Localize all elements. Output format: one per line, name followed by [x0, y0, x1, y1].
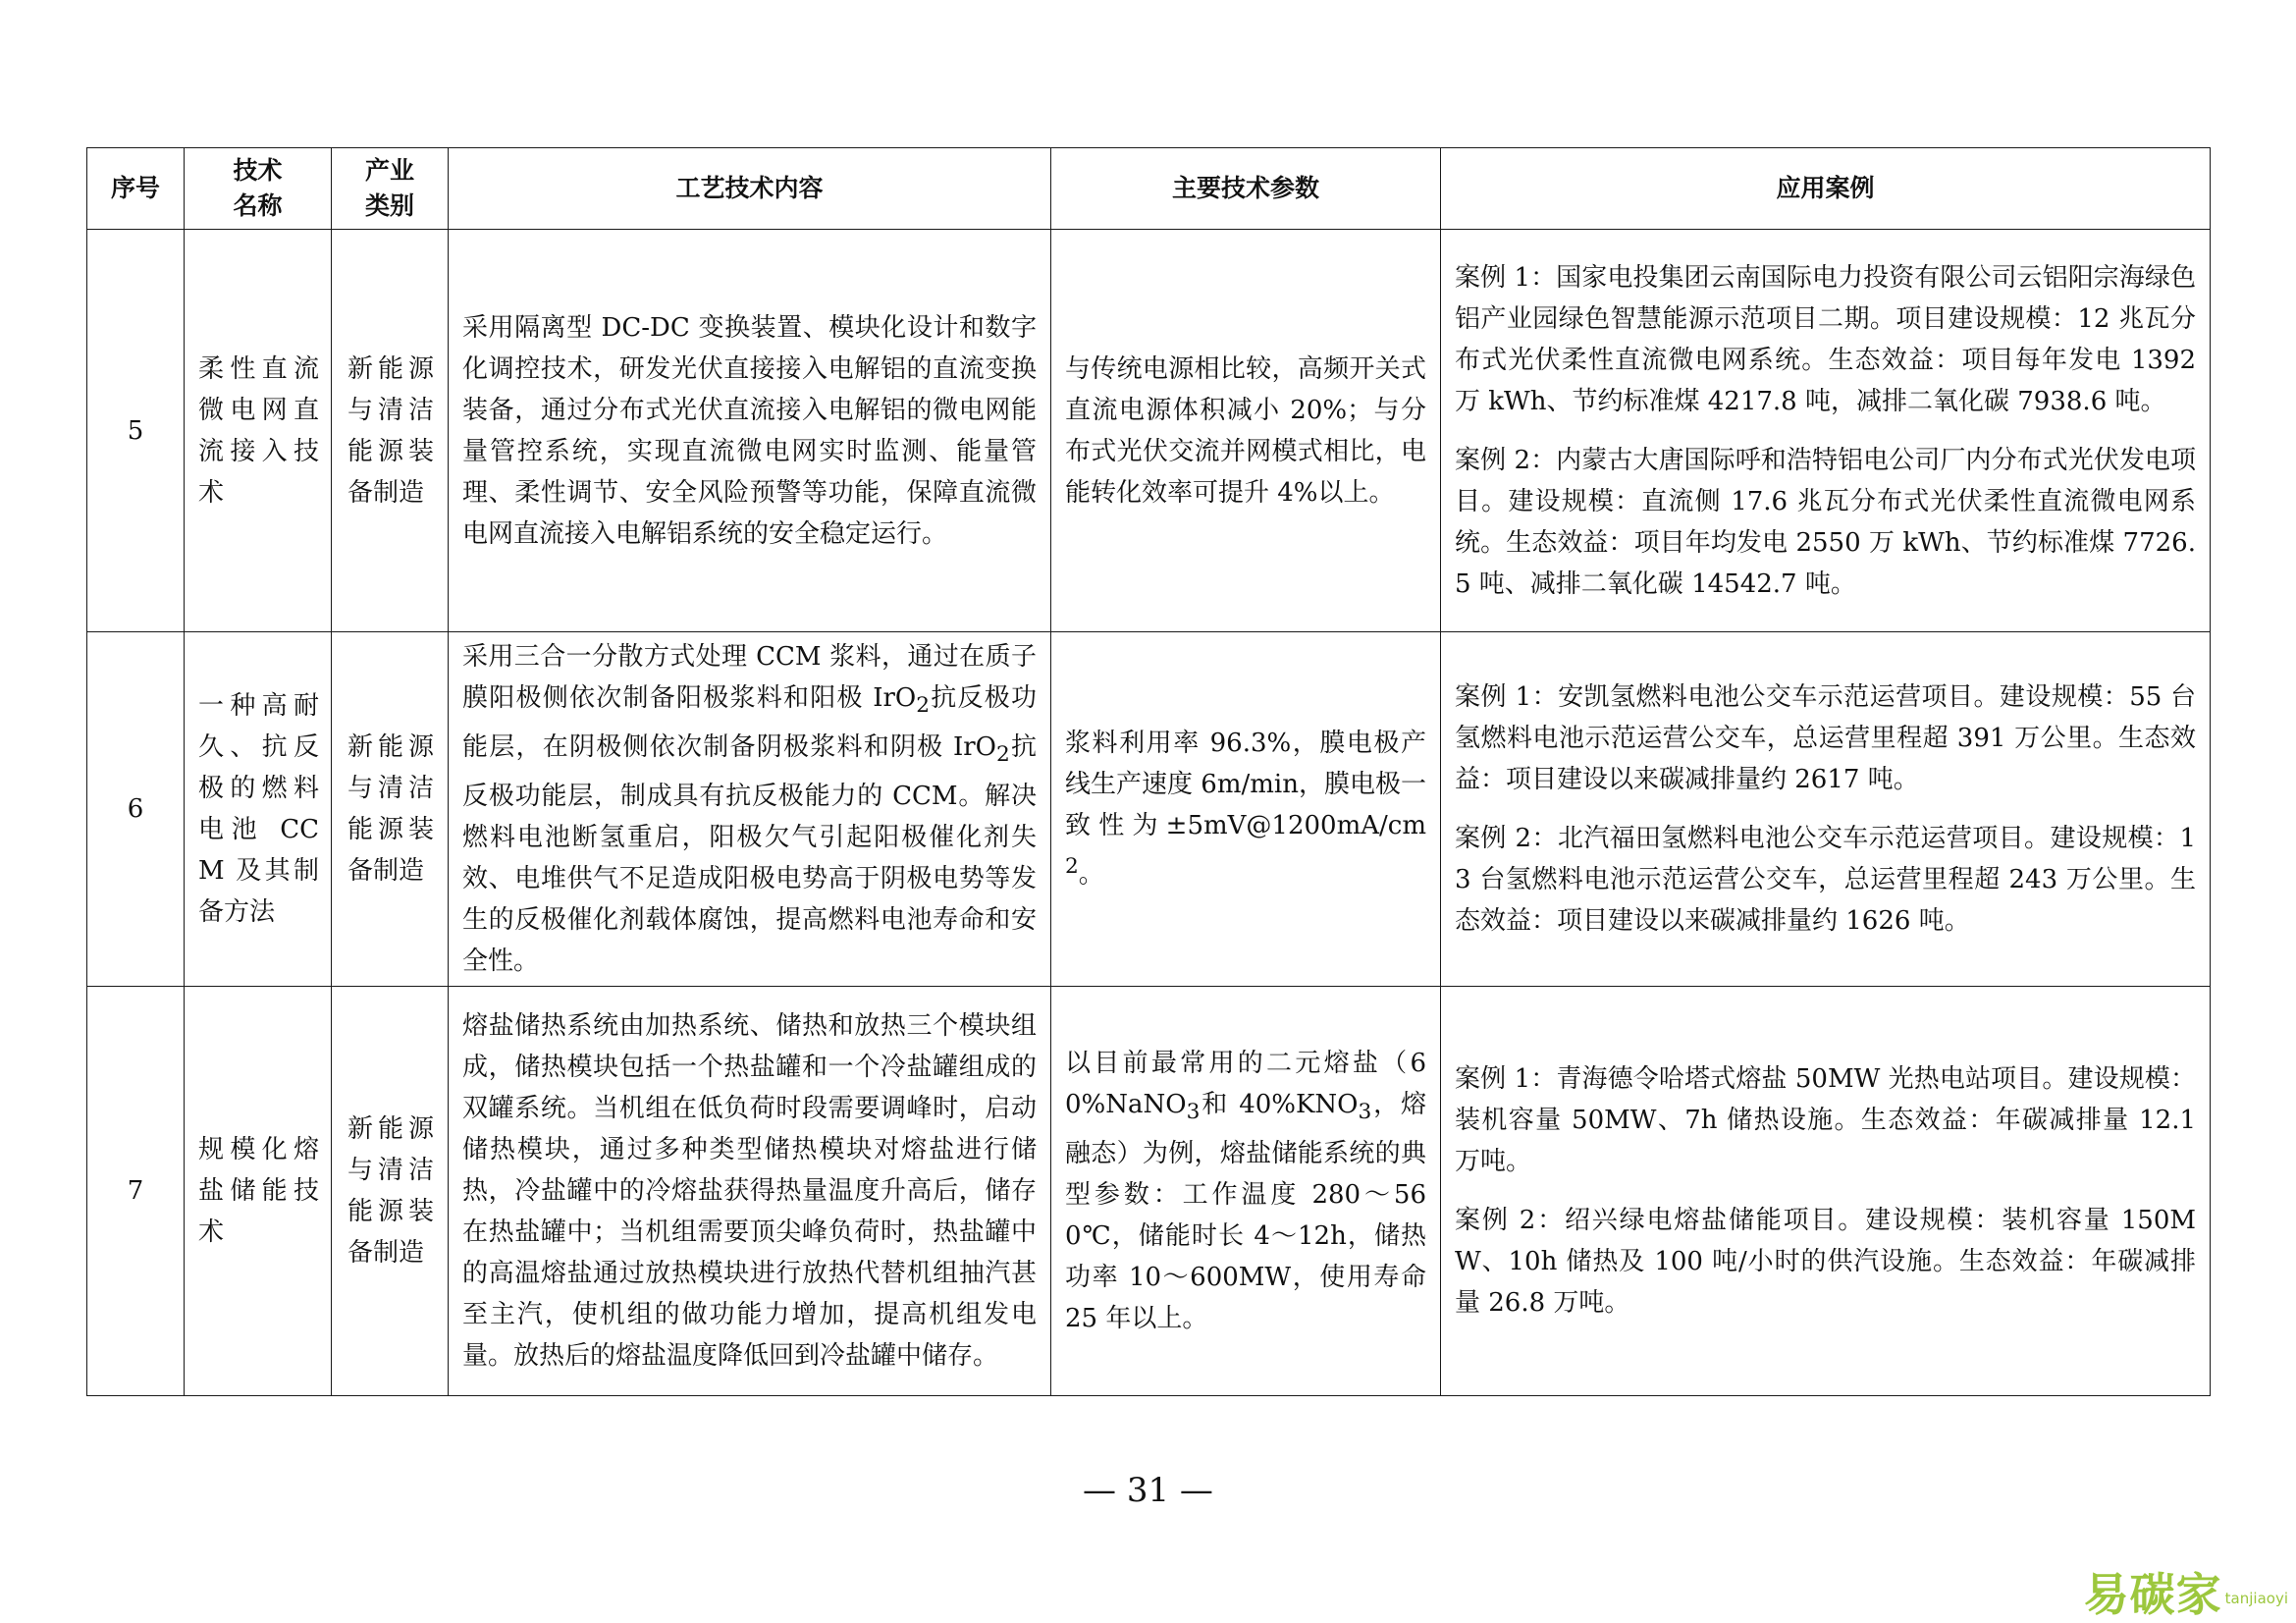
case-2: 案例 2：内蒙古大唐国际呼和浩特铝电公司厂内分布式光伏发电项目。建设规模：直流侧 17.6 兆瓦分布式光伏柔性直流微电网系统。生态效益：项目年均发电 2550 万 kWh、节约标准煤 7726.5 吨、减排二氧化碳 14542.7 吨。 — [1455, 445, 2196, 599]
case-2: 案例 2：绍兴绿电熔盐储能项目。建设规模：装机容量 150MW、10h 储热及 100 吨/小时的供汽设施。生态效益：年碳减排量 26.8 万吨。 — [1455, 1206, 2196, 1319]
content-text: 抗反极功能层，制成具有抗反极能力的 CCM。解决燃料电池断氢重启，阳极欠气引起阳极催化剂失效、电堆供气不足造成阳极电势高于阴极电势等发生的反极催化剂载体腐蚀，提高燃料电池寿命和安全性。 — [462, 732, 1037, 977]
header-num: 序号 — [87, 148, 185, 230]
watermark-subtext: tanjiaoyi — [2224, 1590, 2288, 1607]
header-category-line1: 产业 — [364, 156, 414, 185]
process-content: 熔盐储热系统由加热系统、储热和放热三个模块组成，储热模块包括一个热盐罐和一个冷盐罐组成的双罐系统。当机组在低负荷时段需要调峰时，启动储热模块，通过多种类型储热模块对熔盐进行储热，冷盐罐中的冷熔盐获得热量温度升高后，储存在热盐罐中；当机组需要顶尖峰负荷时，热盐罐中的高温熔盐通过放热模块进行放热代替机组抽汽甚至主汽，使机组的做功能力增加，提高机组发电量。放热后的熔盐温度降低回到冷盐罐中储存。 — [449, 987, 1051, 1396]
header-content: 工艺技术内容 — [449, 148, 1051, 230]
technical-params: 与传统电源相比较，高频开关式直流电源体积减小 20%；与分布式光伏交流并网模式相比，电能转化效率可提升 4%以上。 — [1051, 230, 1441, 632]
header-name-line2: 名称 — [233, 191, 283, 220]
watermark-text: 易碳家 — [2083, 1568, 2222, 1621]
params-text: ，熔融态）为例，熔盐储能系统的典型参数：工作温度 280～560℃，储能时长 4～12h，储热功率 10～600MW，使用寿命 25 年以上。 — [1065, 1090, 1426, 1334]
page-number: — 31 — — [1083, 1471, 1213, 1510]
subscript: 2 — [916, 693, 930, 719]
watermark-logo — [2084, 1568, 2288, 1619]
application-cases — [1441, 230, 2211, 632]
content-text: 抗反极功能层，在阴极侧依次制备阴极浆料和阴极 IrO — [462, 683, 1037, 763]
table-row — [87, 230, 2211, 632]
technology-name: 柔性直流微电网直流接入技术 — [185, 230, 332, 632]
table-row — [87, 632, 2211, 987]
process-content — [449, 632, 1051, 987]
application-cases — [1441, 632, 2211, 987]
header-category-line2: 类别 — [364, 191, 414, 220]
subscript: 2 — [995, 742, 1010, 768]
subscript: 3 — [1186, 1100, 1201, 1125]
technical-params — [1051, 987, 1441, 1396]
technology-name: 一种高耐久、抗反极的燃料电池 CCM 及其制备方法 — [185, 632, 332, 987]
technology-table — [86, 147, 2211, 1396]
params-text: 浆料利用率 96.3%，膜电极产线生产速度 6m/min，膜电极一致性为±5mV@1200mA/cm — [1065, 729, 1426, 841]
header-params: 主要技术参数 — [1051, 148, 1441, 230]
params-text: 。 — [1078, 860, 1104, 891]
header-cases: 应用案例 — [1441, 148, 2211, 230]
table-header-row — [87, 148, 2211, 230]
industry-category: 新能源与清洁能源装备制造 — [332, 230, 449, 632]
params-text: 和 40%KNO — [1200, 1090, 1359, 1120]
table-row — [87, 987, 2211, 1396]
content-text: 采用三合一分散方式处理 CCM 浆料，通过在质子膜阳极侧依次制备阳极浆料和阳极 IrO — [462, 642, 1037, 713]
header-category — [332, 148, 449, 230]
header-name-line1: 技术 — [233, 156, 283, 185]
subscript: 3 — [1358, 1100, 1372, 1125]
header-name — [185, 148, 332, 230]
superscript: 2 — [1065, 854, 1079, 880]
case-2: 案例 2：北汽福田氢燃料电池公交车示范运营项目。建设规模：13 台氢燃料电池示范运营公交车，总运营里程超 243 万公里。生态效益：项目建设以来碳减排量约 1626 吨。 — [1455, 824, 2196, 937]
case-1: 案例 1：安凯氢燃料电池公交车示范运营项目。建设规模：55 台氢燃料电池示范运营公交车，总运营里程超 391 万公里。生态效益：项目建设以来碳减排量约 2617 吨。 — [1455, 682, 2196, 795]
industry-category: 新能源与清洁能源装备制造 — [332, 632, 449, 987]
params-text: 以目前最常用的二元熔盐（60%NaNO — [1065, 1049, 1426, 1120]
row-number: 7 — [87, 987, 185, 1396]
row-number: 5 — [87, 230, 185, 632]
case-1: 案例 1：国家电投集团云南国际电力投资有限公司云铝阳宗海绿色铝产业园绿色智慧能源示范项目二期。项目建设规模：12 兆瓦分布式光伏柔性直流微电网系统。生态效益：项目每年发电 1392 万 kWh、节约标准煤 4217.8 吨，减排二氧化碳 7938.6 吨。 — [1455, 262, 2196, 416]
technical-params — [1051, 632, 1441, 987]
technology-name: 规模化熔盐储能技术 — [185, 987, 332, 1396]
industry-category: 新能源与清洁能源装备制造 — [332, 987, 449, 1396]
case-1: 案例 1：青海德令哈塔式熔盐 50MW 光热电站项目。建设规模：装机容量 50MW、7h 储热设施。生态效益：年碳减排量 12.1 万吨。 — [1455, 1064, 2196, 1177]
process-content: 采用隔离型 DC-DC 变换装置、模块化设计和数字化调控技术，研发光伏直接接入电解铝的直流变换装备，通过分布式光伏直流接入电解铝的微电网能量管控系统，实现直流微电网实时监测、能量管理、柔性调节、安全风险预警等功能，保障直流微电网直流接入电解铝系统的安全稳定运行。 — [449, 230, 1051, 632]
row-number: 6 — [87, 632, 185, 987]
application-cases — [1441, 987, 2211, 1396]
